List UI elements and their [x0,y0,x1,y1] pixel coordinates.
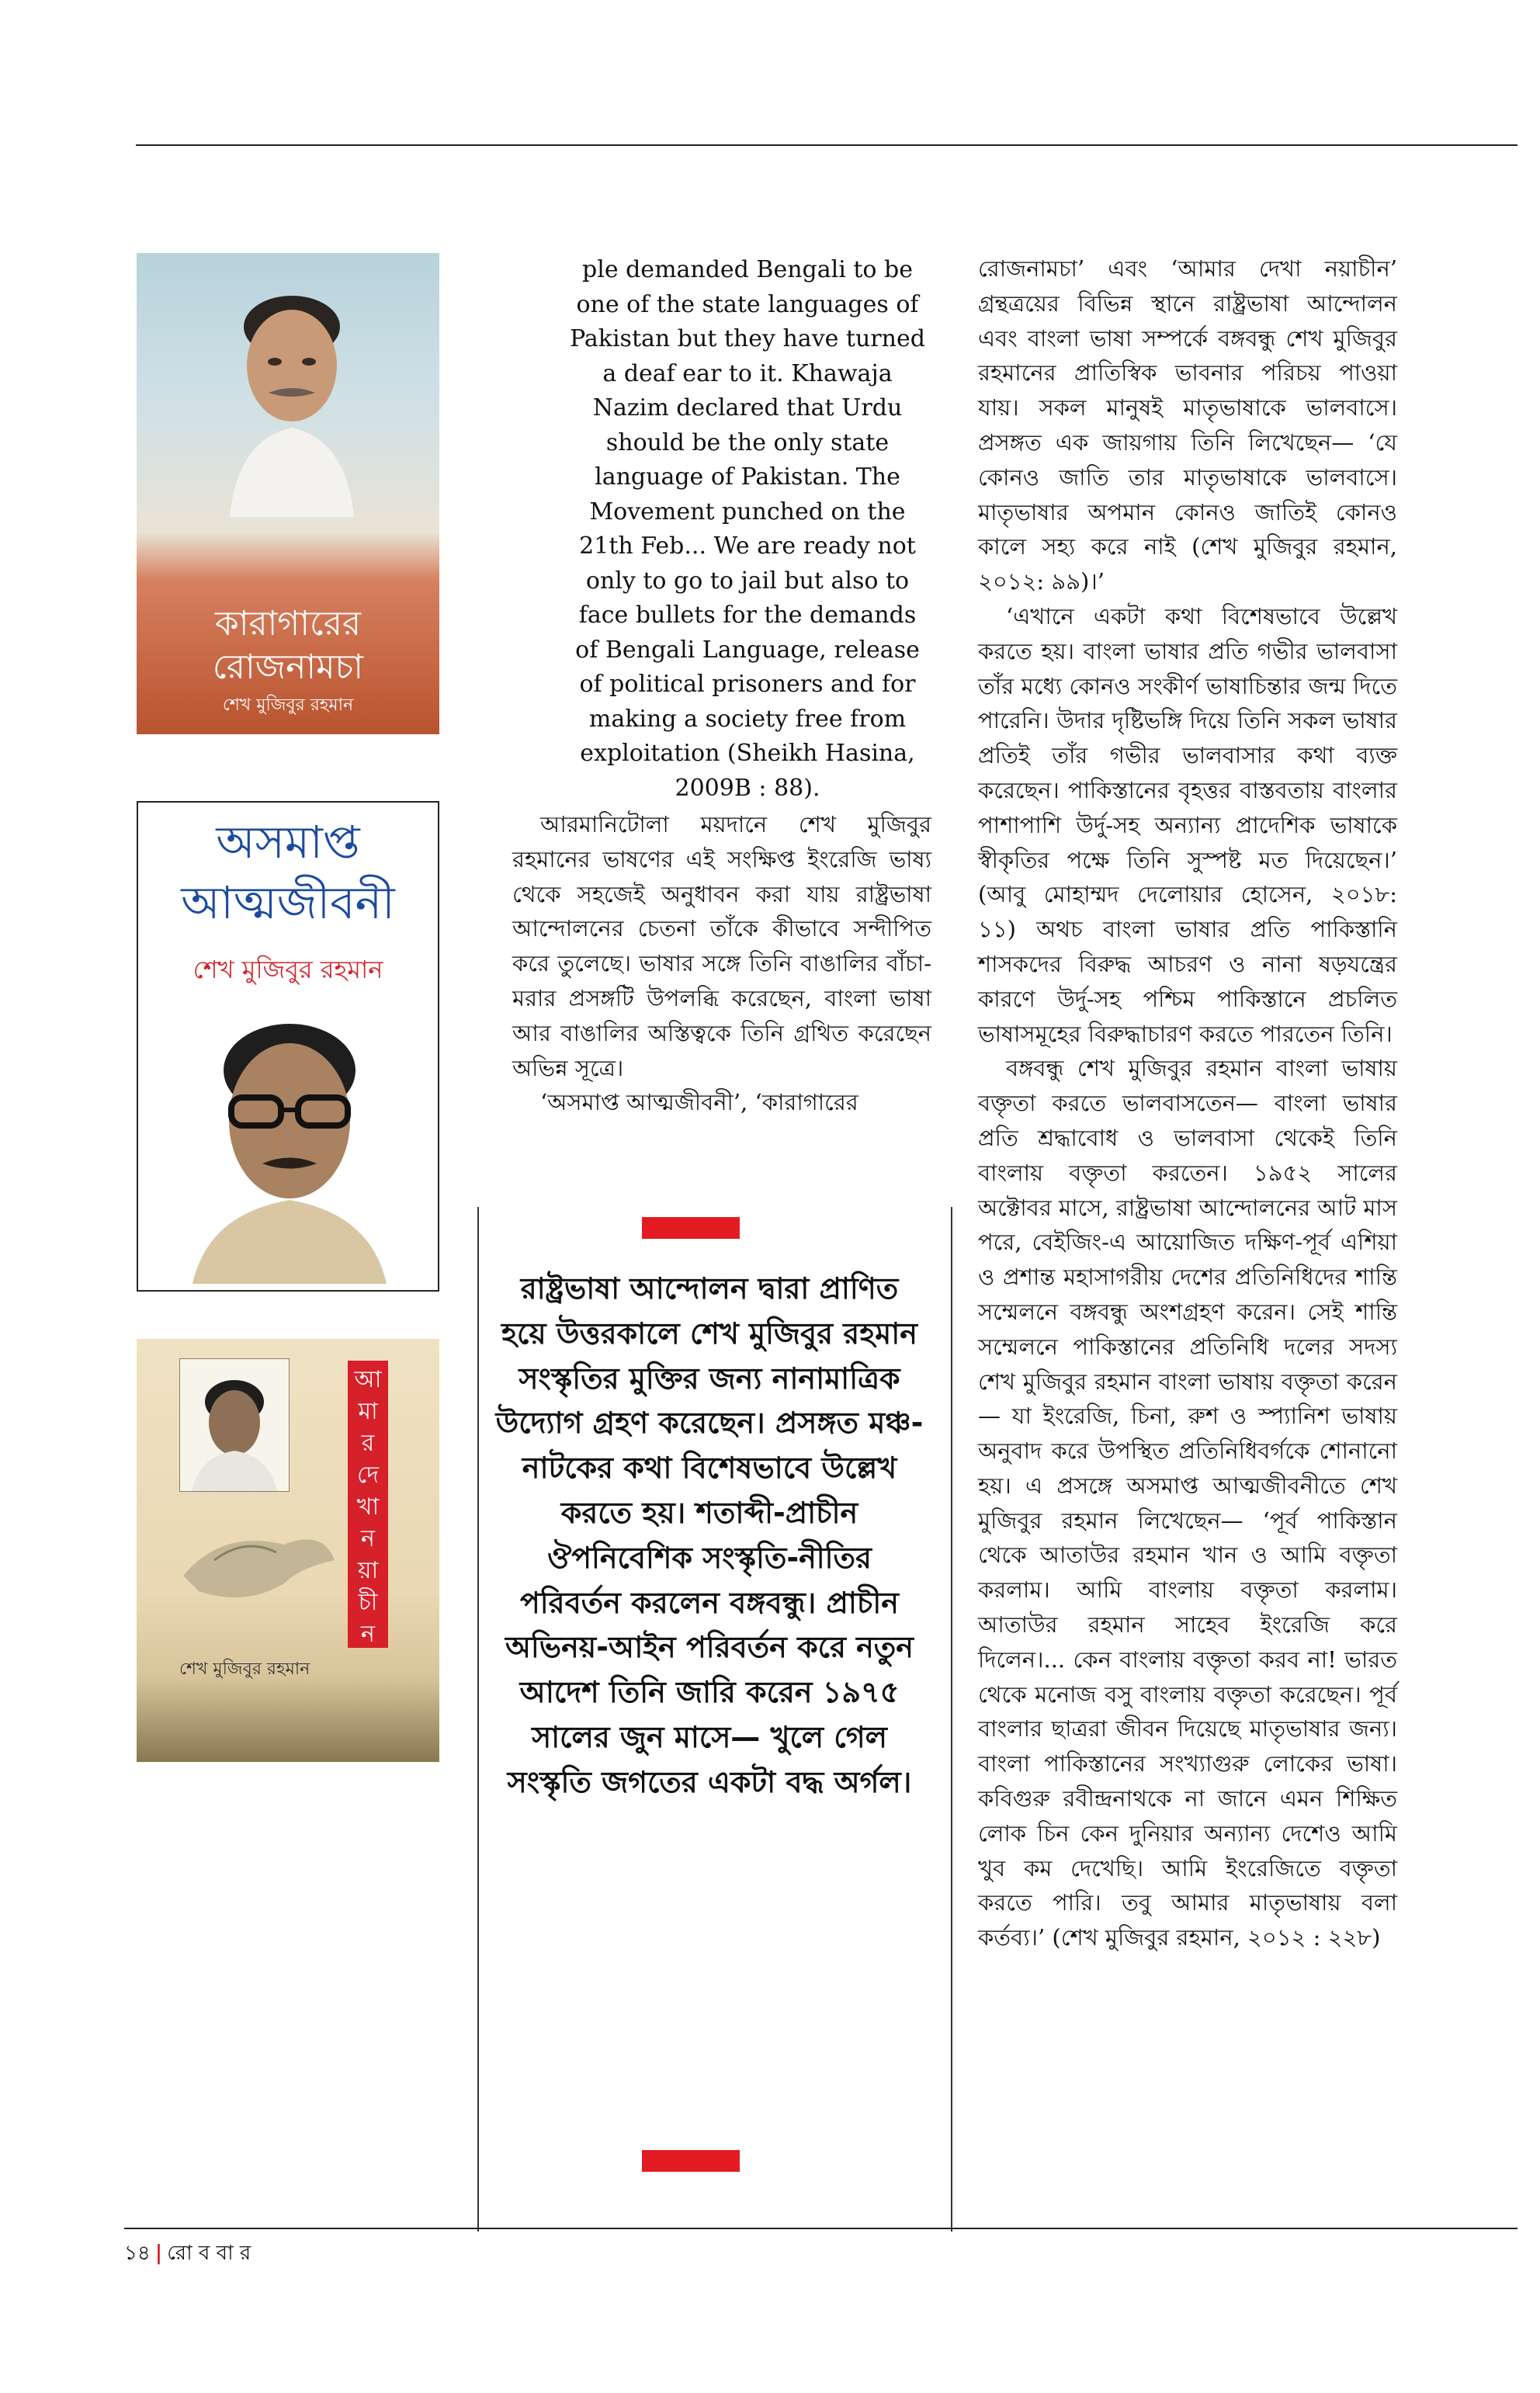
portrait-illustration [214,284,369,517]
book-author: শেখ মুজিবুর রহমান [192,955,383,984]
book-title-vertical [348,1361,388,1648]
magazine-name: রো ব বা র [167,2242,251,2265]
title-letter: আ [354,1366,382,1393]
title-letter: ন [361,1525,375,1552]
page-number: ১৪ [124,2242,151,2265]
book-author: শেখ মুজিবুর রহমান [222,695,354,715]
body-paragraph: রোজনামচা’ এবং ‘আমার দেখা নয়াচীন’ গ্রন্থত্রয়ের বিভিন্ন স্থানে রাষ্ট্রভাষা আন্দোলন এবং বাংলা ভাষা সম্পর্কে বঙ্গবন্ধু শেখ মুজিবুর রহমানের প্রাতিস্বিক ভাবনার পরিচয় পাওয়া যায়। সকল মানুষই মাতৃভাষাকে ভালবাসে। প্রসঙ্গত এক জায়গায় তিনি লিখেছেন— ‘যে কোনও জাতি তার মাতৃভাষাকে ভালবাসে। মাতৃভাষার অপমান কোনও জাতিই কোনও কালে সহ্য করে নাই (শেখ মুজিবুর রহমান, ২০১২: ৯৯)।’ [978,255,1397,595]
book-cover-asomapto-atmojiboni [137,801,439,1292]
book-title-line: আত্মজীবনী [181,876,395,929]
pull-quote-bottom-bar [642,2150,740,2172]
portrait-photo [179,1358,290,1492]
pull-quote [494,1267,925,1805]
book-author: শেখ মুজিবুর রহমান [179,1659,310,1679]
title-letter: চী [358,1589,378,1616]
title-letter: য়া [357,1557,379,1584]
title-letter: মা [358,1398,378,1425]
right-text-column [978,251,1397,1955]
english-quote: ple demanded Bengali to be one of the state languages of Pakistan but they have turned a deaf ear to it. Khawaja Nazim declared that Urdu should be the only state language of Pakistan. The Movement punched on the 21th Feb... We are ready not only to go to jail but also to face bullets for the demands of Bengali Language, release of political prisoners and for making a society free from exploitation (Sheikh Hasina, 2009B : 88). [570,256,925,802]
pull-quote-top-bar [642,1217,740,1239]
body-paragraph: আরমানিটোলা ময়দানে শেখ মুজিবুর রহমানের ভাষণের এই সংক্ষিপ্ত ইংরেজি ভাষ্য থেকে সহজেই অনুধাবন করা যায় রাষ্ট্রভাষা আন্দোলনের চেতনা তাঁকে কীভাবে সন্দীপিত করে তুলেছে। ভাষার সঙ্গে তিনি বাঙালির বাঁচা-মরার প্রসঙ্গটি উপলব্ধি করেছেন, বাংলা ভাষা আর বাঙালির অস্তিত্বকে তিনি গ্রথিত করেছেন অভিন্ন সূত্রে। [512,811,931,1081]
pull-quote-right-rule [951,1207,952,2232]
bottom-rule [124,2228,1517,2229]
body-paragraph: ‘এখানে একটা কথা বিশেষভাবে উল্লেখ করতে হয়। বাংলা ভাষার প্রতি গভীর ভালবাসা তাঁর মধ্যে কোনও সংকীর্ণ ভাষাচিন্তার জন্ম দিতে পারেনি। উদার দৃষ্টিভঙ্গি দিয়ে তিনি সকল ভাষার প্রতিই তাঁর গভীর ভালবাসার কথা ব্যক্ত করেছেন। পাকিস্তানের বৃহত্তর বাস্তবতায় বাংলার পাশাপাশি উর্দু-সহ অন্যান্য প্রাদেশিক ভাষাকে স্বীকৃতির পক্ষে তিনি সুস্পষ্ট মত দিয়েছেন।’ (আবু মোহাম্মদ দেলোয়ার হোসেন, ২০১৮: ১১) অথচ বাংলা ভাষার প্রতি পাকিস্তানি শাসকদের বিরুদ্ধ আচরণ ও নানা ষড়যন্ত্রের কারণে উর্দু-সহ পশ্চিম পাকিস্তানে প্রচলিত ভাষাসমূহের বিরুদ্ধাচারণ করতে পারতেন তিনি। [978,602,1397,1047]
title-letter: র [361,1430,375,1457]
book-title [137,602,439,689]
dove-illustration [168,1514,346,1614]
book-title-line: কারাগারের [214,604,362,643]
book-title [138,812,438,933]
book-title-line: রোজনামচা [212,647,364,687]
title-letter: ন [361,1621,375,1648]
pull-quote-left-rule [477,1207,479,2232]
book-title-line: অসমাপ্ত [216,816,360,869]
title-letter: খা [356,1493,380,1521]
pull-quote-text: রাষ্ট্রভাষা আন্দোলন দ্বারা প্রাণিত হয়ে উত্তরকালে শেখ মুজিবুর রহমান সংস্কৃতির মুক্তির জন্য নানামাত্রিক উদ্যোগ গ্রহণ করেছেন। প্রসঙ্গত মঞ্চ-নাটকের কথা বিশেষভাবে উল্লেখ করতে হয়। শতাব্দী-প্রাচীন ঔপনিবেশিক সংস্কৃতি-নীতির পরিবর্তন করলেন বঙ্গবন্ধু। প্রাচীন অভিনয়-আইন পরিবর্তন করে নতুন আদেশ তিনি জারি করেন ১৯৭৫ সালের জুন মাসে— খুলে গেল সংস্কৃতি জগতের একটা বদ্ধ অর্গল। [495,1271,924,1799]
title-letter: দে [357,1462,379,1489]
book-cover-karagarer-rojnamcha [137,253,439,734]
top-rule [136,144,1517,146]
body-paragraph: ‘অসমাপ্ত আত্মজীবনী’, ‘কারাগারের [540,1089,858,1116]
footer-separator: | [154,2242,163,2265]
book-cover-amar-dekha-noyachin [137,1339,439,1762]
page-footer [124,2237,251,2271]
middle-text-column [512,807,931,1120]
body-paragraph: বঙ্গবন্ধু শেখ মুজিবুর রহমান বাংলা ভাষায় বক্তৃতা করতে ভালবাসতেন— বাংলা ভাষার প্রতি শ্রদ্ধাবোধ ও ভালবাসা থেকেই তিনি বাংলায় বক্তৃতা করতেন। ১৯৫২ সালের অক্টোবর মাসে, রাষ্ট্রভাষা আন্দোলনের আট মাস পরে, বেইজিং-এ আয়োজিত দক্ষিণ-পূর্ব এশিয়া ও প্রশান্ত মহাসাগরীয় দেশের প্রতিনিধিদের শান্তি সম্মেলনে বঙ্গবন্ধু অংশগ্রহণ করেন। সেই শান্তি সম্মেলনে পাকিস্তানের প্রতিনিধি দলের সদস্য শেখ মুজিবুর রহমান বাংলা ভাষায় বক্তৃতা করেন— যা ইংরেজি, চিনা, রুশ ও স্প্যানিশ ভাষায় অনুবাদ করে উপস্থিত প্রতিনিধিবর্গকে শোনানো হয়। এ প্রসঙ্গে অসমাপ্ত আত্মজীবনীতে শেখ মুজিবুর রহমান লিখেছেন— ‘পূর্ব পাকিস্তান থেকে আতাউর রহমান খান ও আমি বক্তৃতা করলাম। আমি বাংলায় বক্তৃতা করলাম। আতাউর রহমান সাহেব ইংরেজি করে দিলেন।... কেন বাংলায় বক্তৃতা করব না! ভারত থেকে মনোজ বসু বাংলায় বক্তৃতা করেছেন। পূর্ব বাংলার ছাত্ররা জীবন দিয়েছে মাতৃভাষার জন্য। বাংলা পাকিস্তানের সংখ্যাগুরু লোকের ভাষা। কবিগুরু রবীন্দ্রনাথকে না জানে এমন শিক্ষিত লোক চিন কেন দুনিয়ার অন্যান্য দেশেও আমি খুব কম দেখেছি। আমি ইংরেজিতে বক্তৃতা করতে পারি। তবু আমার মাতৃভাষায় বলা কর্তব্য।’ (শেখ মুজিবুর রহমান, ২০১২ : ২২৮) [978,1055,1397,1951]
english-quote-column [565,253,930,806]
portrait-photo [185,997,394,1284]
